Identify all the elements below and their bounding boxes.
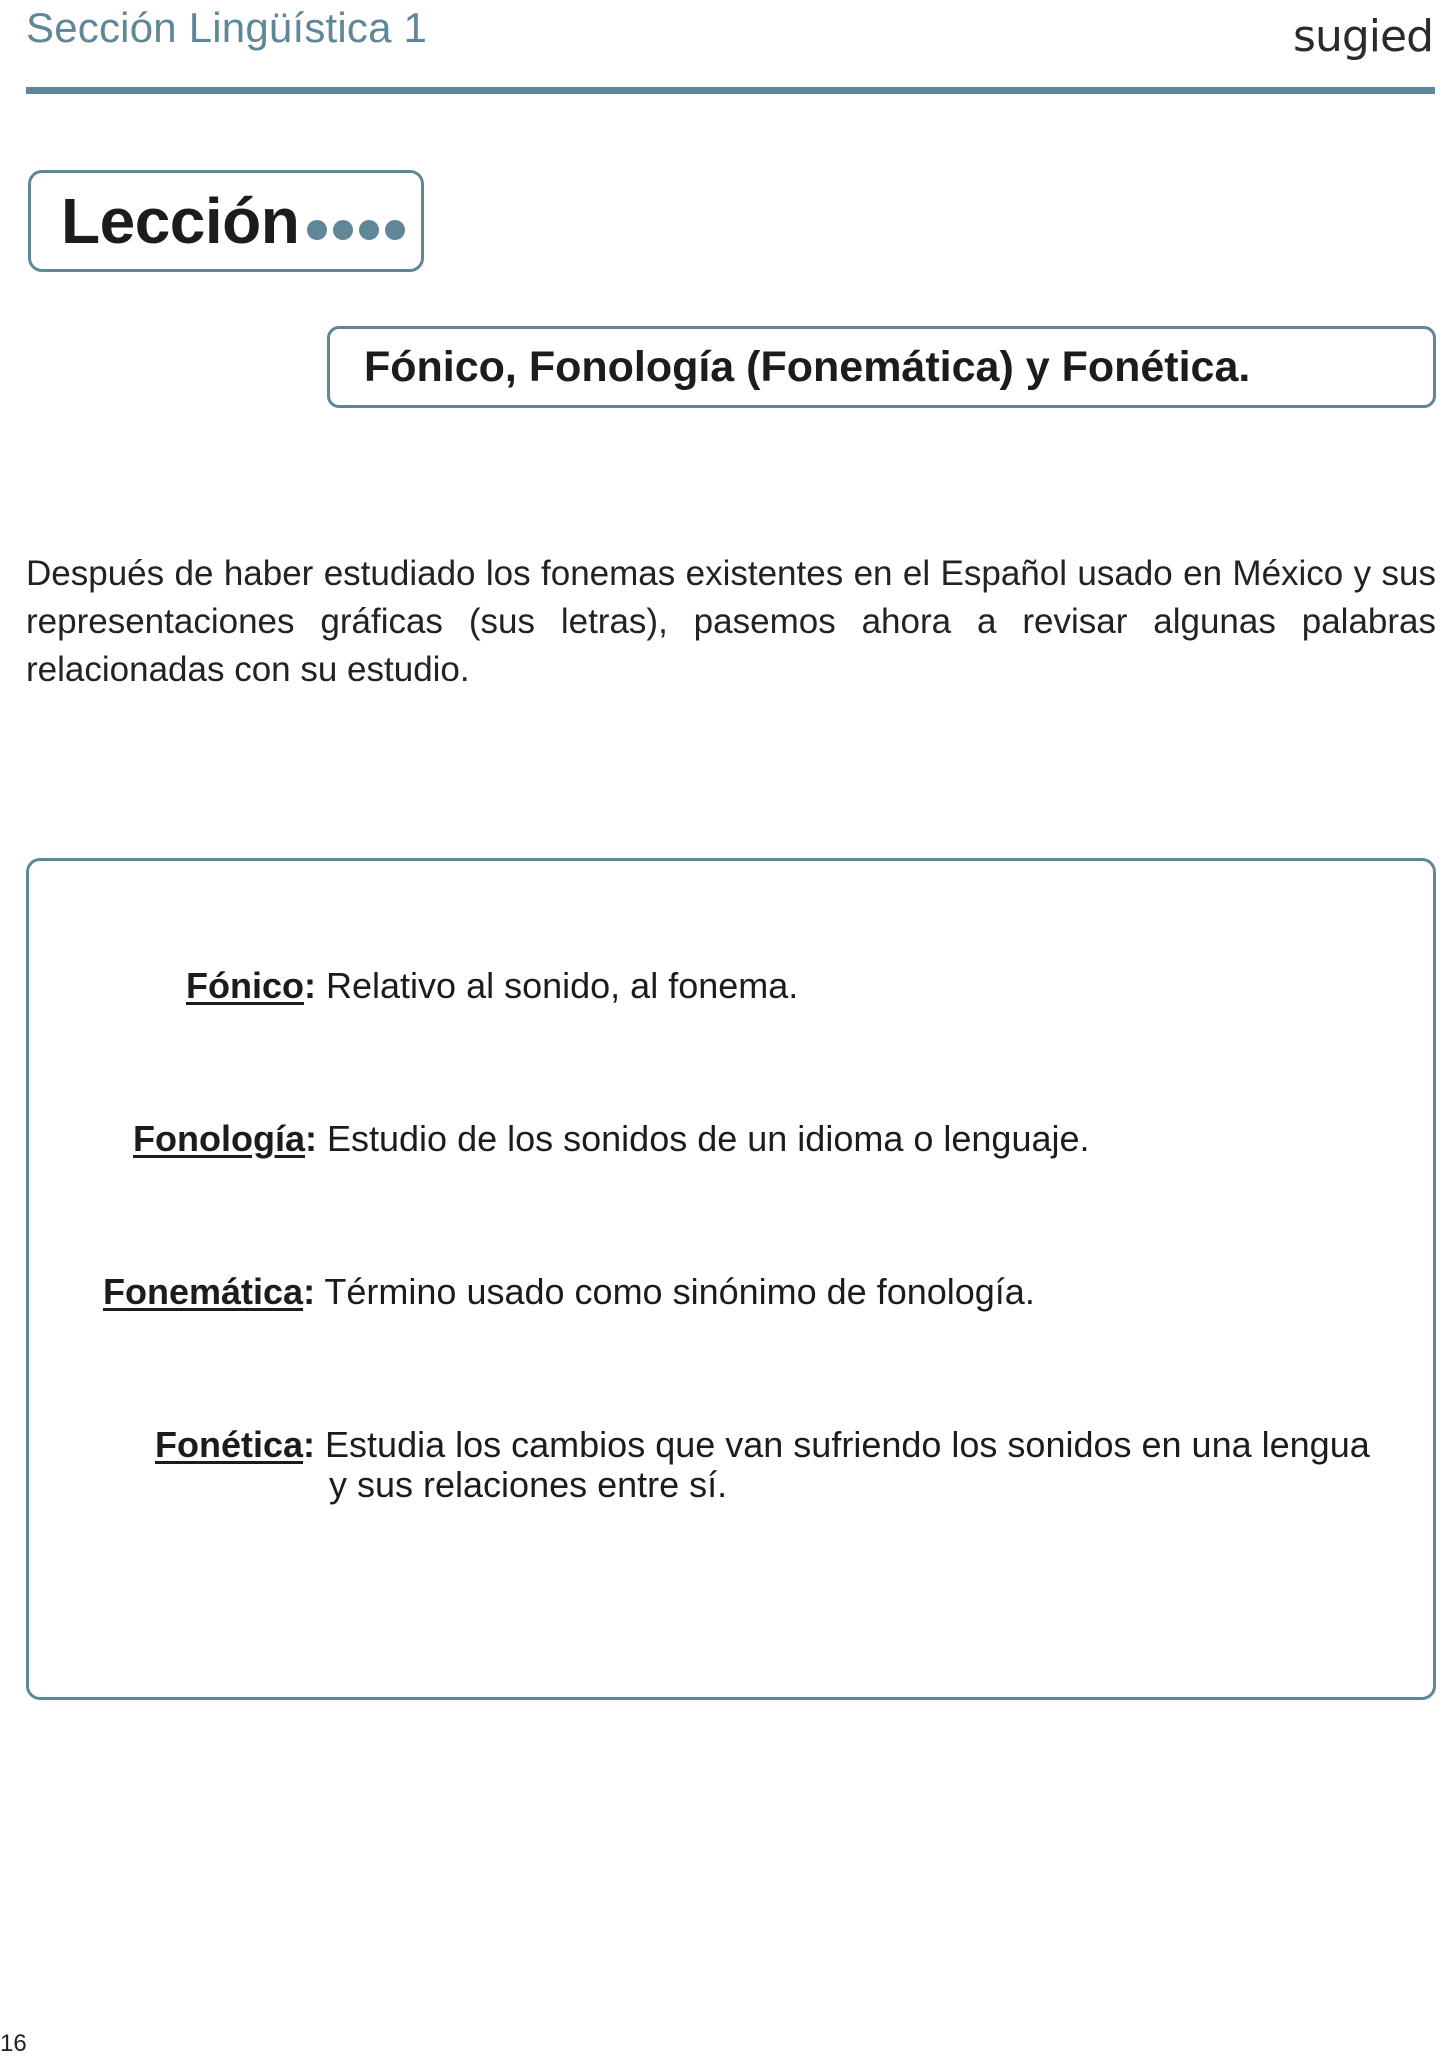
section-title: Sección Lingüística 1 [26, 4, 428, 51]
definition-term: Fonemática [103, 1271, 304, 1312]
definition-colon: : [303, 965, 316, 1006]
definition-text: Estudio de los sonidos de un idioma o lenguaje. [326, 1118, 1090, 1159]
definition-item [155, 1425, 1370, 1465]
definition-item [103, 1272, 1035, 1312]
definition-term: Fonología [133, 1118, 305, 1159]
page-number: 16 [0, 2030, 27, 2057]
sugied-logo [1293, 6, 1433, 66]
header-divider [26, 87, 1435, 94]
definition-text: Relativo al sonido, al fonema. [326, 965, 799, 1006]
definition-term: Fonética [155, 1424, 304, 1465]
definitions-box [26, 858, 1436, 1700]
definition-text: Término usado como sinónimo de fonología. [324, 1271, 1035, 1312]
definition-text-continued: y sus relaciones entre sí. [329, 1464, 728, 1505]
decorative-dots [307, 220, 405, 240]
dot-icon [307, 220, 327, 240]
definition-colon: : [304, 1118, 317, 1159]
lesson-topic: Fónico, Fonología (Fonemática) y Fonética. [364, 342, 1251, 391]
definition-item [186, 966, 798, 1006]
dot-icon [333, 220, 353, 240]
definition-text: Estudia los cambios que van sufriendo los sonidos en una lengua [325, 1424, 1370, 1465]
logo-text: sugied [1293, 10, 1433, 62]
intro-paragraph: Después de haber estudiado los fonemas existentes en el Español usado en México y sus representaciones gráficas (sus letras), pasemos ahora a revisar algunas palabras relacionadas con su estudio. [26, 554, 1436, 689]
definition-colon: : [303, 1271, 316, 1312]
lesson-label-box [28, 170, 424, 272]
dot-icon [359, 220, 379, 240]
lesson-label: Lección [61, 185, 300, 257]
dot-icon [385, 220, 405, 240]
definition-item [133, 1119, 1090, 1159]
definition-colon: : [303, 1424, 316, 1465]
lesson-topic-box [327, 326, 1436, 408]
definition-term: Fónico [186, 965, 304, 1006]
